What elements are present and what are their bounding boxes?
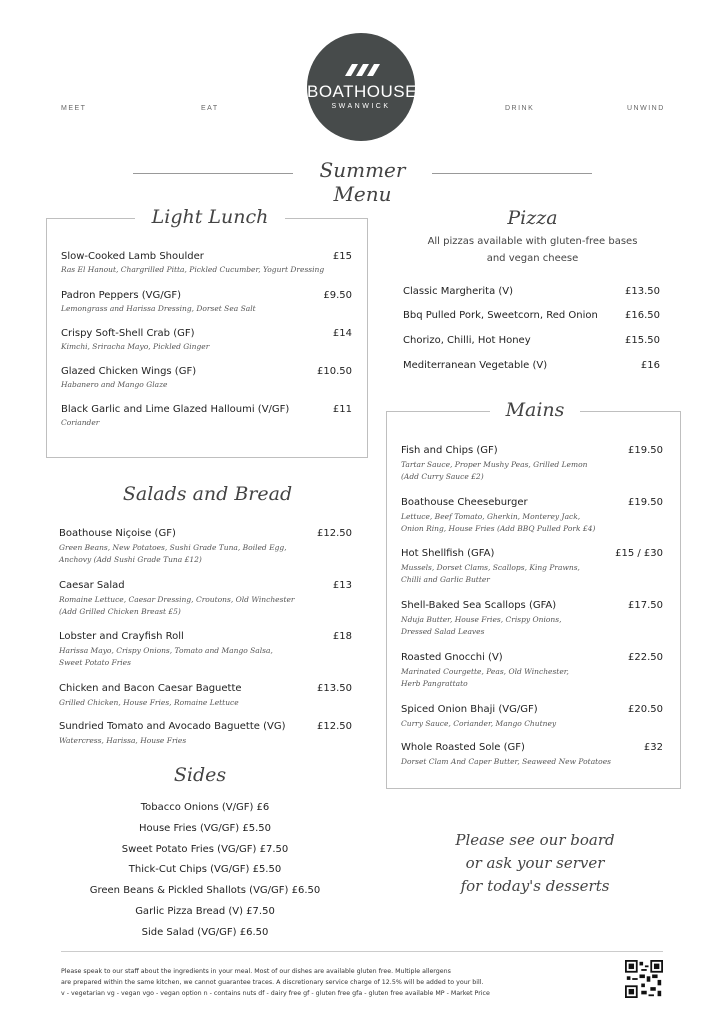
qr-code-icon[interactable]	[625, 960, 663, 998]
nav-unwind: UNWIND	[627, 105, 665, 112]
side-item: Sweet Potato Fries (VG/GF) £7.50	[121, 844, 289, 855]
side-item: Garlic Pizza Bread (V) £7.50	[135, 906, 275, 917]
mains-title: Mains	[505, 399, 565, 421]
desserts-note-line3: for today's desserts	[460, 877, 610, 895]
footer-rule	[61, 951, 663, 952]
title-rule-left	[133, 173, 293, 174]
desserts-note-line1: Please see our board	[455, 831, 615, 849]
side-item: Side Salad (VG/GF) £6.50	[141, 927, 269, 938]
nav-drink: DRINK	[505, 105, 535, 112]
brand-location: SWANWICK	[331, 103, 391, 110]
nav-eat: EAT	[201, 105, 219, 112]
boat-logo-icon	[341, 63, 383, 77]
side-item: Green Beans & Pickled Shallots (VG/GF) £6.50	[89, 885, 321, 896]
pizza-note-line2: and vegan cheese	[486, 253, 579, 264]
sides-title: Sides	[173, 764, 227, 786]
menu-title: Summer Menu	[319, 158, 406, 206]
nav-meet: MEET	[61, 105, 87, 112]
pizza-note-line1: All pizzas available with gluten-free bases	[427, 236, 638, 247]
footer-allergen-line2: are prepared within the same kitchen, we cannot guarantee traces. A discretionary service charge of 12.5% will be added to your bill.	[61, 979, 484, 986]
side-item: House Fries (VG/GF) £5.50	[138, 823, 272, 834]
light-lunch-title: Light Lunch	[151, 206, 269, 228]
desserts-note-line2: or ask your server	[465, 854, 605, 872]
salads-title: Salads and Bread	[122, 483, 293, 505]
footer-legend: v - vegetarian vg - vegan vgo - vegan option n - contains nuts df - dairy free gf - gluten free gfa - gluten free available MP - Market Price	[61, 990, 490, 997]
footer-allergen-line1: Please speak to our staff about the ingredients in your meal. Most of our dishes are available gluten free. Multiple allergens	[61, 968, 451, 975]
brand-name: BOATHOUSE	[307, 82, 417, 101]
logo	[307, 33, 415, 141]
side-item: Thick-Cut Chips (VG/GF) £5.50	[128, 864, 282, 875]
pizza-title: Pizza	[507, 207, 558, 229]
side-item: Tobacco Onions (V/GF) £6	[140, 802, 270, 813]
title-rule-right	[432, 173, 592, 174]
